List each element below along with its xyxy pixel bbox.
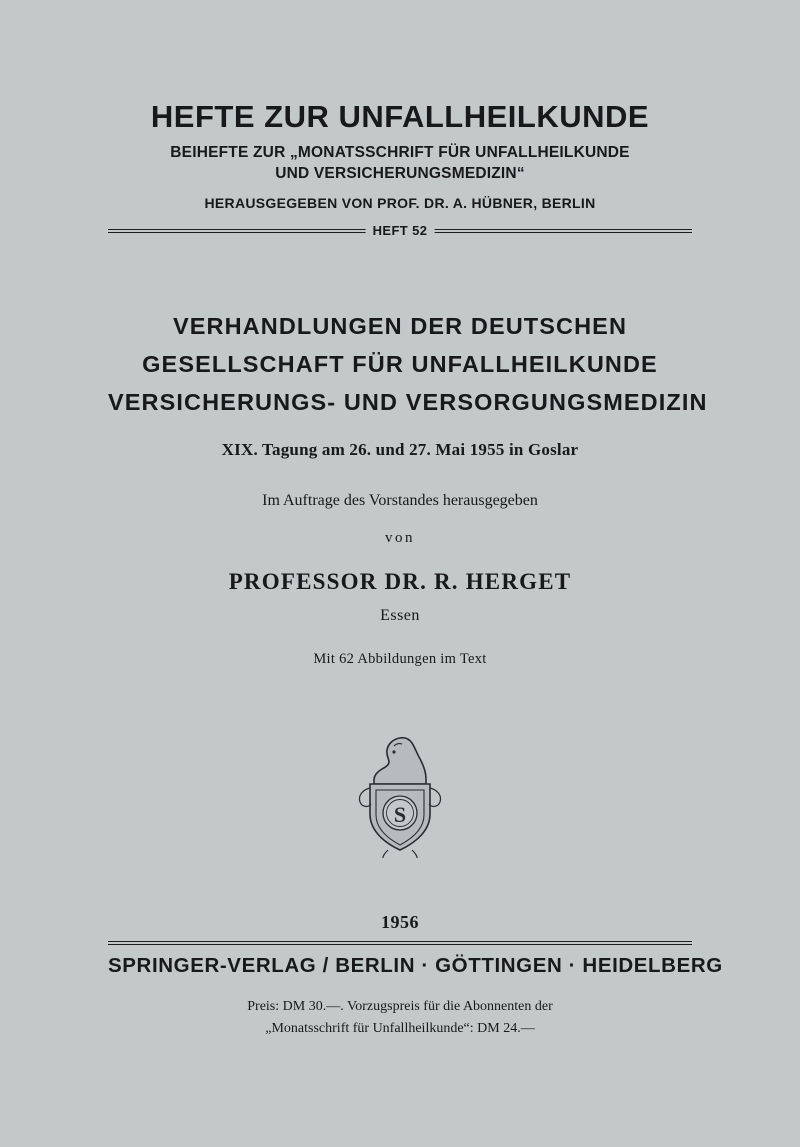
series-subtitle-line-1: BEIHEFTE ZUR „MONATSSCHRIFT FÜR UNFALLHEILKUNDE bbox=[170, 144, 630, 162]
main-title bbox=[108, 307, 708, 421]
issue-number: HEFT 52 bbox=[366, 223, 435, 239]
author-name: PROFESSOR DR. R. HERGET bbox=[228, 568, 572, 594]
main-title-line-1: VERHANDLUNGEN DER DEUTSCHEN bbox=[172, 313, 628, 340]
springer-knight-logo-icon bbox=[348, 730, 452, 858]
series-title: HEFTE ZUR UNFALLHEILKUNDE bbox=[150, 99, 650, 134]
logo-letter: S bbox=[393, 801, 407, 827]
main-title-line-2: GESELLSCHAFT FÜR UNFALLHEILKUNDE bbox=[142, 351, 658, 378]
cover-content bbox=[108, 0, 723, 1147]
author-city: Essen bbox=[380, 606, 420, 624]
publisher-logo-wrap bbox=[108, 730, 692, 858]
figures-note: Mit 62 Abbildungen im Text bbox=[313, 650, 487, 667]
footer-divider bbox=[108, 941, 692, 945]
publisher-name: SPRINGER-VERLAG / BERLIN · GÖTTINGEN · HEIDELBERG bbox=[108, 954, 723, 977]
series-editor: HERAUSGEGEBEN VON PROF. DR. A. HÜBNER, BERLIN bbox=[204, 195, 596, 212]
publication-year: 1956 bbox=[381, 912, 419, 932]
price-line-1: Preis: DM 30.—. Vorzugspreis für die Abonnenten der bbox=[247, 999, 553, 1014]
price-line-2: „Monatsschrift für Unfallheilkunde“: DM 24.— bbox=[265, 1020, 535, 1036]
commission-note: Im Auftrage des Vorstandes herausgegeben bbox=[262, 491, 538, 509]
meeting-info: XIX. Tagung am 26. und 27. Mai 1955 in Goslar bbox=[221, 439, 579, 459]
by-word: von bbox=[385, 529, 415, 546]
issue-divider bbox=[108, 223, 692, 239]
main-title-line-3: VERSICHERUNGS- UND VERSORGUNGSMEDIZIN bbox=[108, 389, 708, 416]
price-note bbox=[108, 996, 692, 1039]
series-subtitle-line-2: UND VERSICHERUNGSMEDIZIN“ bbox=[275, 164, 525, 182]
series-subtitle bbox=[108, 143, 692, 184]
